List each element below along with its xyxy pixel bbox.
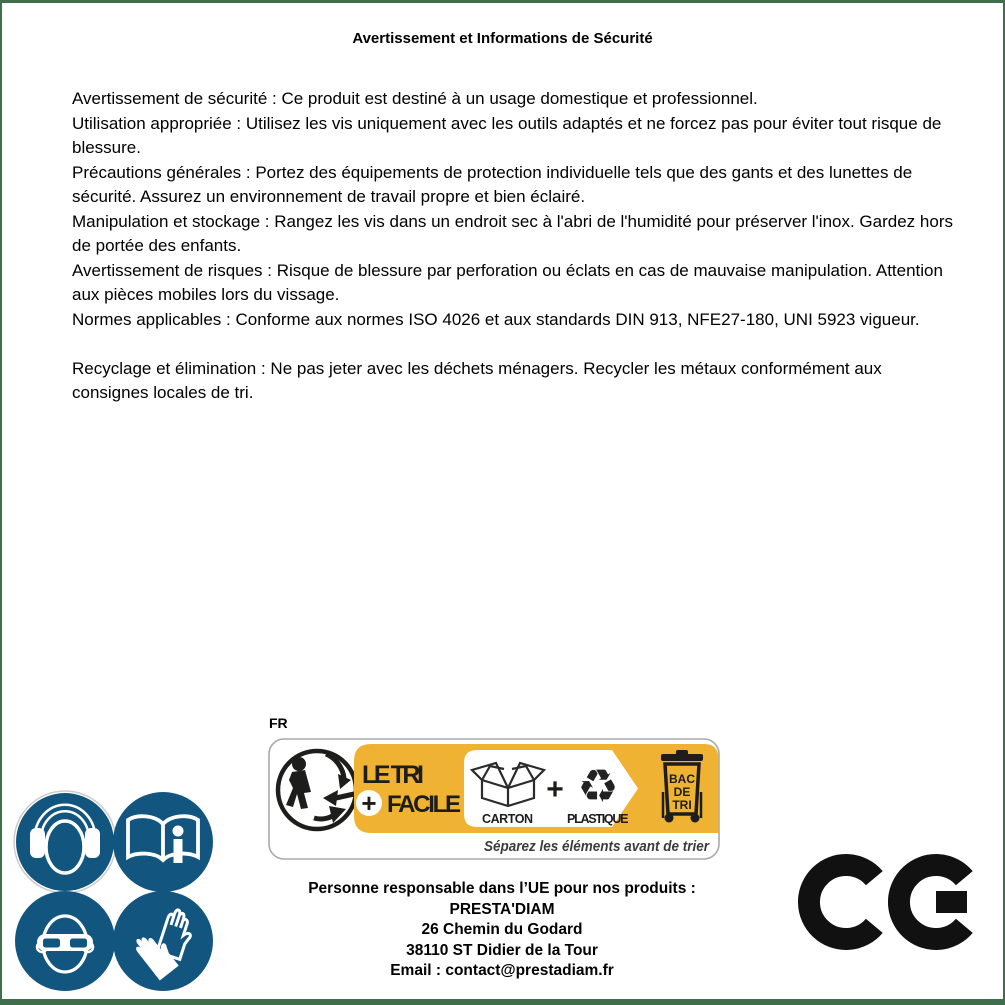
address-line: PRESTA'DIAM (449, 900, 555, 918)
ce-mark-icon (796, 849, 976, 961)
plastique-label: PLASTIQUE (567, 812, 629, 826)
paragraph: Normes applicables : Conforme aux normes ISO 4026 et aux standards DIN 913, NFE27-180, UNI 5923 vigueur. (72, 309, 920, 329)
bin-line1: BAC (669, 772, 695, 786)
page-title: Avertissement et Informations de Sécurité (352, 30, 653, 47)
info-tri-recycling-label (268, 738, 720, 860)
paragraph: Avertissement de sécurité : Ce produit est destiné à un usage domestique et professionnel. (72, 89, 758, 108)
plus-sign: + (546, 773, 564, 806)
carton-label: CARTON (482, 812, 534, 826)
safety-text-block (72, 87, 957, 406)
paragraph: Utilisation appropriée : Utilisez les vis uniquement avec les outils adaptés et ne forcez pas pour éviter tout risque de blessure. (72, 113, 942, 157)
read-instruction-manual-icon (111, 790, 215, 894)
wear-eye-protection-icon (13, 889, 117, 993)
bac-de-tri-bin-icon (661, 750, 703, 823)
address-line: 26 Chemin du Godard (421, 921, 583, 938)
facile-text: FACILE (387, 791, 461, 818)
address-line: Email : contact@prestadiam.fr (390, 962, 614, 979)
paragraph (72, 332, 957, 357)
paragraph: Précautions générales : Portez des équipements de protection individuelle tels que des gants et des lunettes de sécurité. Assurez un environnement de travail propre et bien éclairé. (72, 162, 913, 206)
plastique-recycling-icon: ♻ (577, 760, 619, 812)
paragraph: Avertissement de risques : Risque de blessure par perforation ou éclats en cas de mauvaise manipulation. Attention aux pièces mobiles lors du vissage. (72, 260, 943, 304)
address-line: 38110 ST Didier de la Tour (406, 941, 598, 959)
address-line: Personne responsable dans l’UE pour nos produits : (308, 880, 696, 897)
bin-line2: DE (673, 785, 691, 799)
paragraph: Recyclage et élimination : Ne pas jeter avec les déchets ménagers. Recycler les métaux conformément aux consignes locales de tri. (72, 358, 882, 402)
responsible-person-address (252, 879, 752, 982)
bin-line3: TRI (672, 798, 692, 812)
fr-country-label: FR (269, 715, 288, 731)
wear-ear-protection-icon (13, 790, 117, 894)
wear-protective-gloves-icon (111, 889, 215, 993)
le-tri-text: LE TRI (362, 761, 424, 789)
paragraph: Manipulation et stockage : Rangez les vis dans un endroit sec à l'abri de l'humidité pour préserver l'inox. Gardez hors de portée des enfants. (72, 211, 953, 255)
plus-facile-sign: + (361, 788, 377, 818)
separez-instruction: Séparez les éléments avant de trier (484, 838, 711, 855)
